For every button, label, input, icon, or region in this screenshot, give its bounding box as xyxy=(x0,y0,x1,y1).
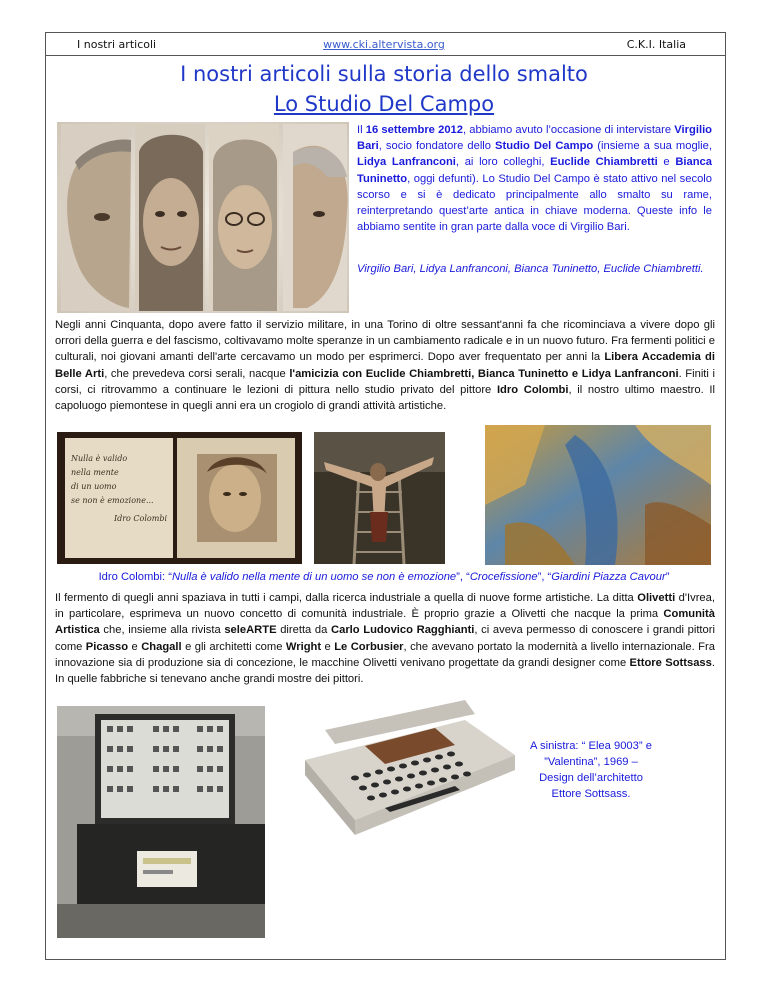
photo-elea-9003 xyxy=(57,706,265,938)
header-right-text: C.K.I. Italia xyxy=(626,38,686,51)
artwork-image-garden xyxy=(485,425,711,565)
studio-name: Studio Del Campo xyxy=(495,140,594,153)
paragraph-fifties: Negli anni Cinquanta, dopo avere fatto il servizio militare, in una Torino di oltre sessant'anni fa che ricominciava a vivere dopo gli orrori della guerra e del fascismo, coltivavamo molte speranze in un cambiamento radicale e in un nuovo futuro. Fra fermenti politici e culturali, noi giovani amanti dell'arte cercavamo un modo per esprimerci. Dopo aver frequentato per anni la Libera Accademia di Belle Arti, che prevedeva corsi serali, nacque l'amicizia con Euclide Chiambretti, Bianca Tuninetto e Lidya Lanfranconi. Finiti i corsi, ci ritrovammo a continuare le lezioni di pittura nello studio privato del pittore Idro Colombi, il nostro ultimo maestro. Il capoluogo piemontese in quegli anni era un crogiolo di grandi attività artistiche. xyxy=(55,319,715,413)
letter-handwriting: Nulla è valido nella mente di un uomo se non è emozione... Idro Colombi xyxy=(71,454,167,523)
paragraph-olivetti: Il fermento di quegli anni spaziava in tutti i campi, dalla ricerca industriale a quella di nuove forme artistiche. La ditta Olivetti d'Ivrea, in particolare, esprimeva un nuovo concetto di comunità industriale. È proprio grazie a Olivetti che nacque la prima Comunità Artistica che, insieme alla rivista seleARTE diretta da Carlo Ludovico Ragghianti, ci aveva permesso di conoscere i grandi pittori come Picasso e Chagall e gli architetti come Wright e Le Corbusier, che avevano portato la modernità a livello internazionale. Fra innovazione sia di produzione sia di concezione, le macchine Olivetti venivano progettate da grandi designer come Ettore Sottsass. In quelle fabbriche si tenevano anche grandi mostre dei pittori. xyxy=(55,592,715,686)
photo-valentina-typewriter xyxy=(285,700,519,846)
person-lidya-lanfranconi: Lidya Lanfranconi xyxy=(357,156,456,169)
olivetti-caption: A sinistra: “ Elea 9003” e ”Valentina”, 1969 – Design dell’architetto Ettore Sottsass. xyxy=(530,740,652,800)
page-title: I nostri articoli sulla storia dello smalto xyxy=(180,62,588,86)
portrait-image-four-artists xyxy=(57,122,349,313)
header-left-text: I nostri articoli xyxy=(77,38,157,51)
person-bianca-tuninetto: Bianca Tuninetto xyxy=(357,156,712,185)
portrait-caption: Virgilio Bari, Lidya Lanfranconi, Bianca Tuninetto, Euclide Chiambretti. xyxy=(357,263,704,275)
person-virgilio-bari: Virgilio Bari xyxy=(357,124,713,153)
page-subtitle: Lo Studio Del Campo xyxy=(273,92,495,116)
header-divider xyxy=(45,55,726,56)
artwork-image-letter xyxy=(57,432,302,564)
artwork-image-crucifixion xyxy=(314,432,445,564)
intro-paragraph: Il 16 settembre 2012, abbiamo avuto l’occasione di intervistare Virgilio Bari, socio fondatore dello Studio Del Campo (insieme a sua moglie, Lidya Lanfranconi, ai loro colleghi, Euclide Chiambretti e Bianca Tuninetto, oggi defunti). Lo Studio Del Campo è stato attivo nel secolo scorso e si è dedicato principalmente allo smalto su rame, reinterpretando quest’arte antica in chiave moderna. Queste info le abbiamo sentite in gran parte dalla voce di Virgilio Bari. xyxy=(357,124,713,234)
person-euclide-chiambretti: Euclide Chiambretti xyxy=(550,156,658,169)
header-website-link[interactable]: www.cki.altervista.org xyxy=(323,38,445,51)
interview-date: 16 settembre 2012 xyxy=(365,124,463,136)
artworks-caption: Idro Colombi: “Nulla è valido nella mente di un uomo se non è emozione”, “Crocefissione”, “Giardini Piazza Cavour” xyxy=(98,571,670,583)
